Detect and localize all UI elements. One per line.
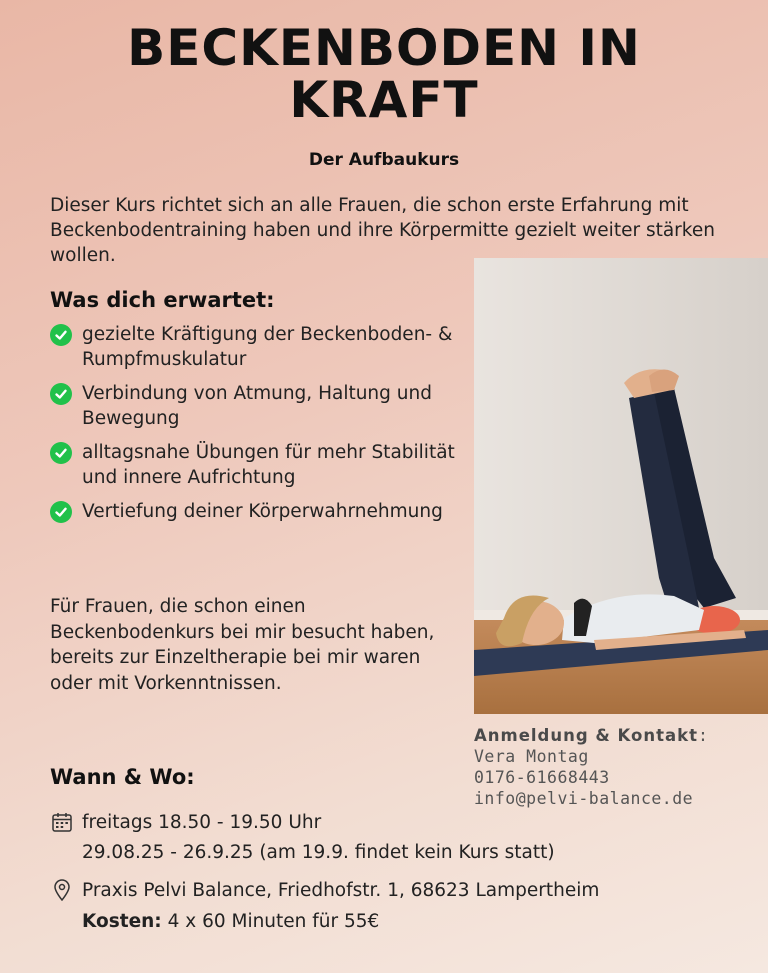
title-line-1: BECKENBODEN IN <box>127 19 641 77</box>
page-title <box>0 19 768 129</box>
when-heading: Wann & Wo: <box>50 765 195 789</box>
location-pin-icon <box>50 878 74 902</box>
contact-block <box>474 725 764 809</box>
exercise-photo <box>474 258 768 714</box>
cost-label: Kosten: <box>82 911 162 932</box>
check-circle-icon <box>50 501 72 523</box>
list-item-text: alltagsnahe Übungen für mehr Stabilität und innere Aufrichtung <box>82 442 455 488</box>
time-text: freitags 18.50 - 19.50 Uhr <box>82 811 322 833</box>
list-item-text: Verbindung von Atmung, Haltung und Bewegung <box>82 383 432 429</box>
list-item <box>50 381 470 431</box>
location-text: Praxis Pelvi Balance, Friedhofstr. 1, 68623 Lampertheim <box>82 879 600 901</box>
calendar-icon <box>50 810 74 834</box>
check-circle-icon <box>50 324 72 346</box>
contact-heading-suffix: : <box>698 726 709 745</box>
contact-heading: Anmeldung & Kontakt <box>474 726 699 745</box>
dates-text: 29.08.25 - 26.9.25 (am 19.9. findet kein Kurs statt) <box>82 842 555 863</box>
expect-list <box>50 322 470 533</box>
intro-text: Dieser Kurs richtet sich an alle Frauen, die schon erste Erfahrung mit Beckenbodentraining haben und ihre Körpermitte gezielt weiter stärken wollen. <box>50 195 715 266</box>
list-item <box>50 440 470 490</box>
contact-email[interactable]: info@pelvi-balance.de <box>474 789 694 808</box>
title-line-2: KRAFT <box>289 71 479 129</box>
location-row <box>50 878 599 902</box>
list-item <box>50 499 470 524</box>
cost-row <box>82 911 379 932</box>
expect-heading: Was dich erwartet: <box>50 288 275 312</box>
contact-name: Vera Montag <box>474 747 589 766</box>
check-circle-icon <box>50 383 72 405</box>
target-audience-text: Für Frauen, die schon einen Beckenbodenkurs bei mir besucht haben, bereits zur Einzeltherapie bei mir waren oder mit Vorkenntnissen. <box>50 596 435 694</box>
subtitle: Der Aufbaukurs <box>308 150 460 170</box>
list-item <box>50 322 470 372</box>
time-row <box>50 810 321 834</box>
list-item-text: Vertiefung deiner Körperwahrnehmung <box>82 501 443 522</box>
cost-value: 4 x 60 Minuten für 55€ <box>161 911 380 932</box>
contact-phone[interactable]: 0176-61668443 <box>474 768 610 787</box>
check-circle-icon <box>50 442 72 464</box>
list-item-text: gezielte Kräftigung der Beckenboden- & Rumpfmuskulatur <box>82 324 453 370</box>
